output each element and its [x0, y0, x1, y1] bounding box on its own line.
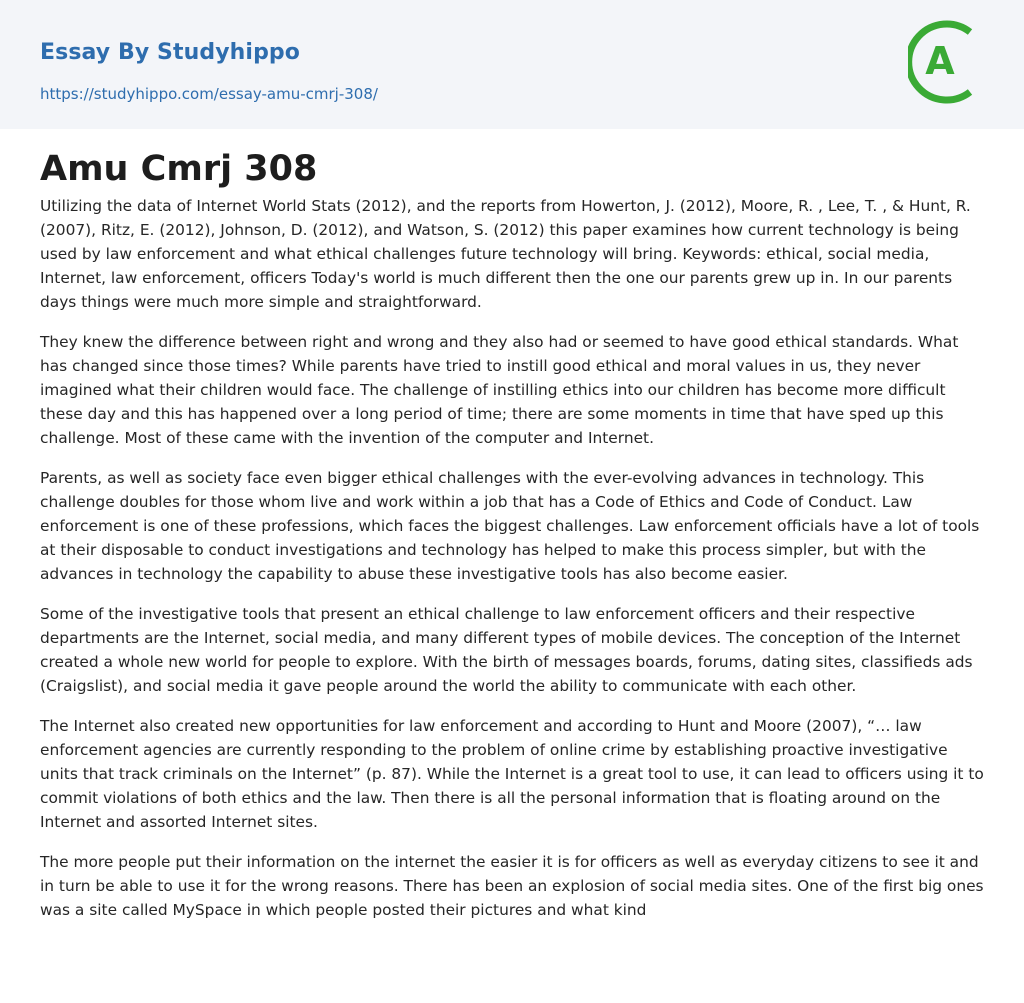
brand-title[interactable]: Essay By Studyhippo [40, 40, 300, 65]
studyhippo-logo-icon[interactable] [908, 18, 988, 106]
site-header [0, 0, 1024, 129]
logo-letter: A [925, 39, 955, 83]
essay-paragraph: The more people put their information on the internet the easier it is for officers as well as everyday citizens to see it and in turn be able to use it for the wrong reasons. There has been an explosion of social media sites. One of the first big ones was a site called MySpace in which people posted their pictures and what kind [40, 853, 984, 919]
page-title: Amu Cmrj 308 [40, 149, 318, 189]
essay-paragraph: The Internet also created new opportunities for law enforcement and according to Hunt and Moore (2007), “… law enforcement agencies are currently responding to the problem of online crime by establishing proactive investigative units that track criminals on the Internet” (p. 87). While the Internet is a great tool to use, it can lead to officers using it to commit violations of both ethics and the law. Then there is all the personal information that is floating around on the Internet and assorted Internet sites. [40, 717, 984, 831]
essay-paragraph: Utilizing the data of Internet World Stats (2012), and the reports from Howerton, J. (2012), Moore, R. , Lee, T. , & Hunt, R. (2007), Ritz, E. (2012), Johnson, D. (2012), and Watson, S. (2012) this paper examines how current technology is being used by law enforcement and what ethical challenges future technology will bring. Keywords: ethical, social media, Internet, law enforcement, officers Today's world is much different then the one our parents grew up in. In our parents days things were much more simple and straightforward. [40, 197, 971, 311]
essay-paragraph: They knew the difference between right and wrong and they also had or seemed to have good ethical standards. What has changed since those times? While parents have tried to instill good ethical and moral values in us, they never imagined what their children would face. The challenge of instilling ethics into our children has become more difficult these day and this has happened over a long period of time; there are some moments in time that have sped up this challenge. Most of these came with the invention of the computer and Internet. [40, 333, 959, 447]
essay-content [40, 129, 985, 938]
essay-url-link[interactable]: https://studyhippo.com/essay-amu-cmrj-308/ [40, 85, 378, 103]
essay-paragraph: Parents, as well as society face even bigger ethical challenges with the ever-evolving advances in technology. This challenge doubles for those whom live and work within a job that has a Code of Ethics and Code of Conduct. Law enforcement is one of these professions, which faces the biggest challenges. Law enforcement officials have a lot of tools at their disposable to conduct investigations and technology has helped to make this process simpler, but with the advances in technology the capability to abuse these investigative tools has also become easier. [40, 469, 980, 583]
essay-paragraph: Some of the investigative tools that present an ethical challenge to law enforcement officers and their respective departments are the Internet, social media, and many different types of mobile devices. The conception of the Internet created a whole new world for people to explore. With the birth of messages boards, forums, dating sites, classifieds ads (Craigslist), and social media it gave people around the world the ability to communicate with each other. [40, 605, 973, 695]
